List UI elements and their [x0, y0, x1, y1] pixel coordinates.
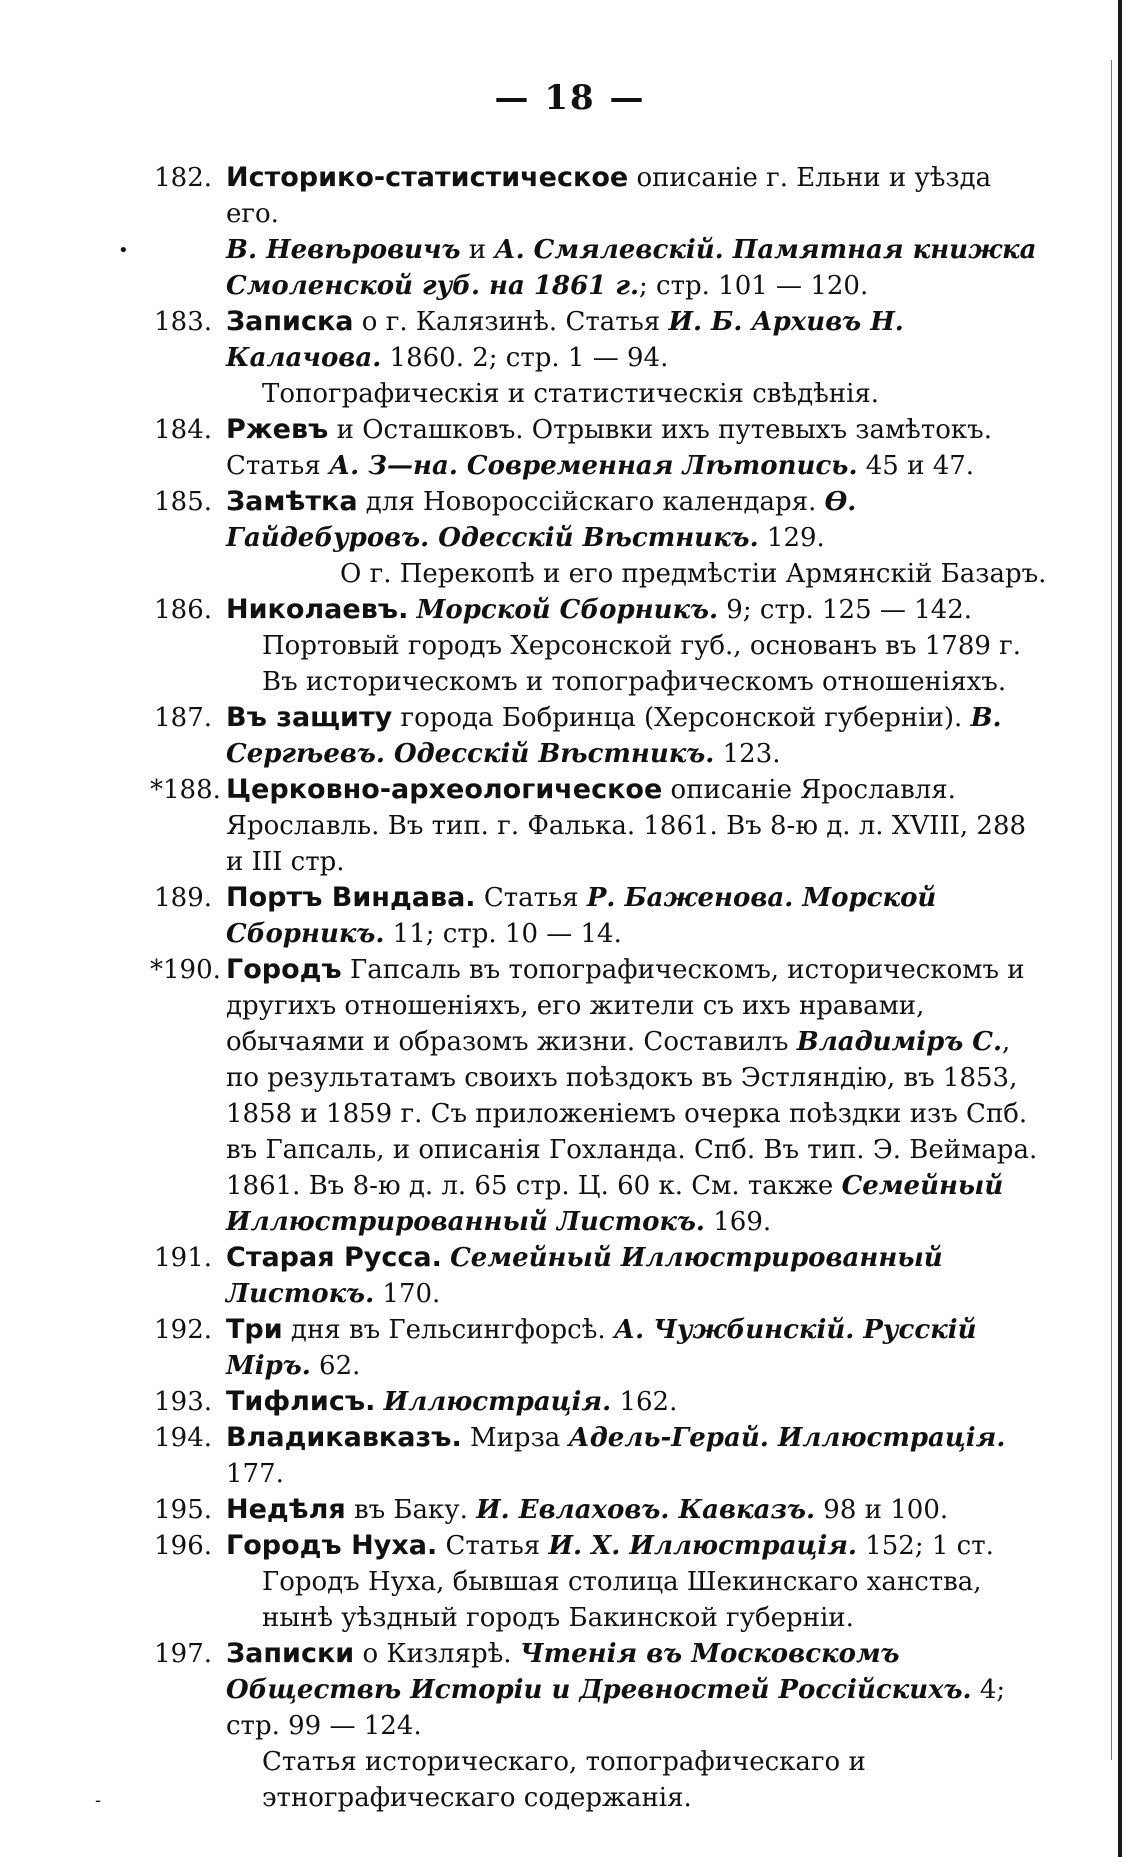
entry-title: Историко-статистическое — [226, 162, 629, 193]
entry-number: *188. — [150, 775, 221, 805]
entry-text — [226, 1312, 1050, 1384]
entry-title: Записки — [226, 1638, 355, 1669]
entry-number: 193. — [154, 1387, 212, 1417]
entry-plain-text: 4; стр. 99 — 124. — [226, 1675, 1006, 1741]
bibliography-entry — [150, 1636, 1050, 1816]
entry-source: И. Евлаховъ. Кавказъ. — [476, 1495, 816, 1525]
entry-title: Городъ Нуха. — [226, 1530, 438, 1561]
entry-title: Портъ Виндава. — [226, 882, 476, 913]
entry-plain-text: Гапсаль въ топографическомъ, историческомъ и другихъ отношеніяхъ, его жители съ ихъ нравами, обычаями и образомъ жизни. Составилъ — [226, 955, 1025, 1057]
entry-number: *190. — [150, 955, 221, 985]
entry-plain-text — [375, 1387, 383, 1417]
entry-plain-text: 152; 1 ст. — [856, 1531, 994, 1561]
bibliography-entry — [150, 304, 1050, 412]
entry-plain-text: описаніе г. Ельни и уѣзда его. — [226, 163, 992, 229]
entry-number: 196. — [154, 1531, 212, 1561]
bibliography-entry — [150, 952, 1050, 1240]
entry-plain-text: и Осташковъ. Отрывки ихъ путевыхъ замѣтокъ. Статья — [226, 415, 992, 481]
entry-source: В. Сергѣевъ. Одесскій Вѣстникъ. — [226, 703, 1002, 769]
entry-text — [226, 592, 1050, 628]
entry-plain-text — [408, 595, 416, 625]
page-edge-rule — [1118, 0, 1122, 1857]
entry-plain-text: 129. — [758, 523, 825, 553]
entry-source: Р. Баженова. Морской Сборникъ. — [226, 883, 937, 949]
entry-number: 185. — [154, 487, 212, 517]
entry-plain-text: 45 и 47. — [857, 451, 975, 481]
entry-text — [226, 1492, 1050, 1528]
entry-plain-text: города Бобринца (Херсонской губерніи). — [392, 703, 971, 733]
entry-source: Иллюстрація. — [383, 1387, 612, 1417]
bibliography-entry — [150, 484, 1050, 592]
entry-note: Городъ Нуха, бывшая столица Шекинскаго ханства, нынѣ уѣздный городъ Бакинской губерніи. — [262, 1567, 982, 1633]
entry-title: Николаевъ. — [226, 594, 409, 625]
bibliography-entry — [150, 1420, 1050, 1492]
entry-text — [226, 772, 1050, 880]
bibliography-entry — [150, 1528, 1050, 1636]
entry-source: А. Смялевскій. Памятная книжка Смоленской губ. на 1861 г. — [226, 235, 1037, 301]
stray-mark: - — [95, 1790, 102, 1811]
entry-source: А. Чужбинскій. Русскій Міръ. — [226, 1315, 977, 1381]
entry-plain-text: о Кизлярѣ. — [354, 1639, 520, 1669]
entry-source: И. Х. Иллюстрація. — [548, 1531, 857, 1561]
entry-plain-text: Мирза — [461, 1423, 569, 1453]
entry-number: 186. — [154, 595, 212, 625]
entry-text — [226, 952, 1050, 1240]
entry-number: 189. — [154, 883, 212, 913]
entry-note: Статья историческаго, топографическаго и этнографическаго содержанія. — [262, 1747, 866, 1813]
entry-number: 194. — [154, 1423, 212, 1453]
entry-text — [226, 412, 1050, 484]
entry-number: 192. — [154, 1315, 212, 1345]
entry-source: И. Б. Архивъ Н. Калачова. — [226, 307, 904, 373]
bibliography-entry — [150, 1384, 1050, 1420]
entry-plain-text: 162. — [611, 1387, 678, 1417]
entry-plain-text: Статья — [475, 883, 587, 913]
entry-source: А. З—на. Современная Лѣтопись. — [328, 451, 858, 481]
entry-text — [226, 160, 1050, 232]
bibliography-entry — [150, 700, 1050, 772]
entry-source: Ѳ. Гайдебуровъ. Одесскій Вѣстникъ. — [226, 487, 857, 553]
entry-number: 197. — [154, 1639, 212, 1669]
entry-note: Топографическія и статистическія свѣдѣнія. — [262, 379, 880, 409]
entry-number: 195. — [154, 1495, 212, 1525]
entry-text — [226, 304, 1050, 376]
entry-text — [226, 1636, 1050, 1744]
entry-text — [226, 1528, 1050, 1564]
entry-text — [226, 1384, 1050, 1420]
entry-plain-text: 62. — [310, 1351, 361, 1381]
entry-plain-text: ; стр. 101 — 120. — [639, 271, 869, 301]
entry-note: Въ историческомъ и топографическомъ отношеніяхъ. — [262, 667, 1007, 697]
entry-plain-text: 9; стр. 125 — 142. — [718, 595, 973, 625]
entry-source: Семейный Иллюстрированный Листокъ. — [226, 1243, 943, 1309]
entry-plain-text — [442, 1243, 450, 1273]
entry-plain-text: о г. Калязинѣ. Статья — [353, 307, 669, 337]
entry-text — [226, 700, 1050, 772]
entry-title: Владикавказъ. — [226, 1422, 462, 1453]
entry-title: Старая Русса. — [226, 1242, 442, 1273]
entry-note: Портовый городъ Херсонской губ., основанъ въ 1789 г. — [262, 631, 1022, 661]
entry-title: Записка — [226, 306, 354, 337]
entry-text — [226, 232, 1050, 304]
entry-number: 182. — [154, 163, 212, 193]
entry-plain-text: описаніе Ярославля. Ярославль. Въ тип. г. Фалька. 1861. Въ 8-ю д. л. XVIII, 288 и III стр. — [226, 775, 1027, 877]
entry-source: В. Невѣровичъ — [226, 235, 461, 265]
stray-mark: • — [118, 240, 129, 261]
entry-number: 187. — [154, 703, 212, 733]
entry-title: Недѣля — [226, 1494, 346, 1525]
entry-plain-text: Статья — [437, 1531, 549, 1561]
entry-number: 191. — [154, 1243, 212, 1273]
entry-plain-text: для Новороссійскаго календаря. — [357, 487, 825, 517]
entry-source: Чтенія въ Московскомъ Обществѣ Исторіи и Древностей Россійскихъ. — [226, 1639, 972, 1705]
entry-plain-text: и — [460, 235, 495, 265]
bibliography-entry — [150, 1312, 1050, 1384]
bibliography-entry — [150, 1492, 1050, 1528]
entry-source: Адель-Герай. Иллюстрація. — [568, 1423, 1006, 1453]
entry-title: Церковно-археологическое — [226, 774, 663, 805]
entry-plain-text: 1860. 2; стр. 1 — 94. — [381, 343, 669, 373]
entry-text — [226, 1240, 1050, 1312]
bibliography-entry — [150, 160, 1050, 304]
bibliography-list — [150, 160, 1050, 1816]
entry-source: Семейный Иллюстрированный Листокъ. — [226, 1171, 1004, 1237]
entry-plain-text: 98 и 100. — [815, 1495, 949, 1525]
entry-title: Тифлисъ. — [226, 1386, 376, 1417]
bibliography-entry — [150, 772, 1050, 880]
entry-plain-text: 11; стр. 10 — 14. — [384, 919, 622, 949]
entry-plain-text: , по результатамъ своихъ поѣздокъ въ Эстляндію, въ 1853, 1858 и 1859 г. Съ приложеніемъ очерка поѣздки изъ Спб. въ Гапсаль, и описанія Гохланда. Спб. Въ тип. Э. Веймара. 1861. Въ 8-ю д. л. 65 стр. Ц. 60 к. См. также — [226, 1027, 1038, 1201]
entry-plain-text: 170. — [374, 1279, 441, 1309]
bibliography-entry — [150, 412, 1050, 484]
entry-text — [226, 484, 1050, 556]
entry-title: Ржевъ — [226, 414, 329, 445]
entry-title: Въ защиту — [226, 702, 393, 733]
page-number: — 18 — — [494, 78, 646, 118]
entry-plain-text: 123. — [714, 739, 781, 769]
bibliography-entry — [150, 1240, 1050, 1312]
page-edge-rule-thin — [1111, 60, 1112, 1760]
entry-number: 183. — [154, 307, 212, 337]
entry-text — [226, 880, 1050, 952]
entry-title: Городъ — [226, 954, 342, 985]
entry-source: Владиміръ С. — [796, 1027, 1003, 1057]
entry-title: Замѣтка — [226, 486, 358, 517]
entry-number: 184. — [154, 415, 212, 445]
entry-title: Три — [226, 1314, 283, 1345]
entry-plain-text: 169. — [704, 1207, 772, 1237]
entry-plain-text: 177. — [226, 1459, 284, 1489]
entry-text — [226, 1420, 1050, 1492]
entry-note: О г. Перекопѣ и его предмѣстіи Армянскій Базаръ. — [340, 559, 1047, 589]
bibliography-entry — [150, 592, 1050, 700]
entry-plain-text: дня въ Гельсингфорсѣ. — [282, 1315, 614, 1345]
entry-plain-text: въ Баку. — [345, 1495, 477, 1525]
bibliography-entry — [150, 880, 1050, 952]
entry-source: Морской Сборникъ. — [416, 595, 719, 625]
